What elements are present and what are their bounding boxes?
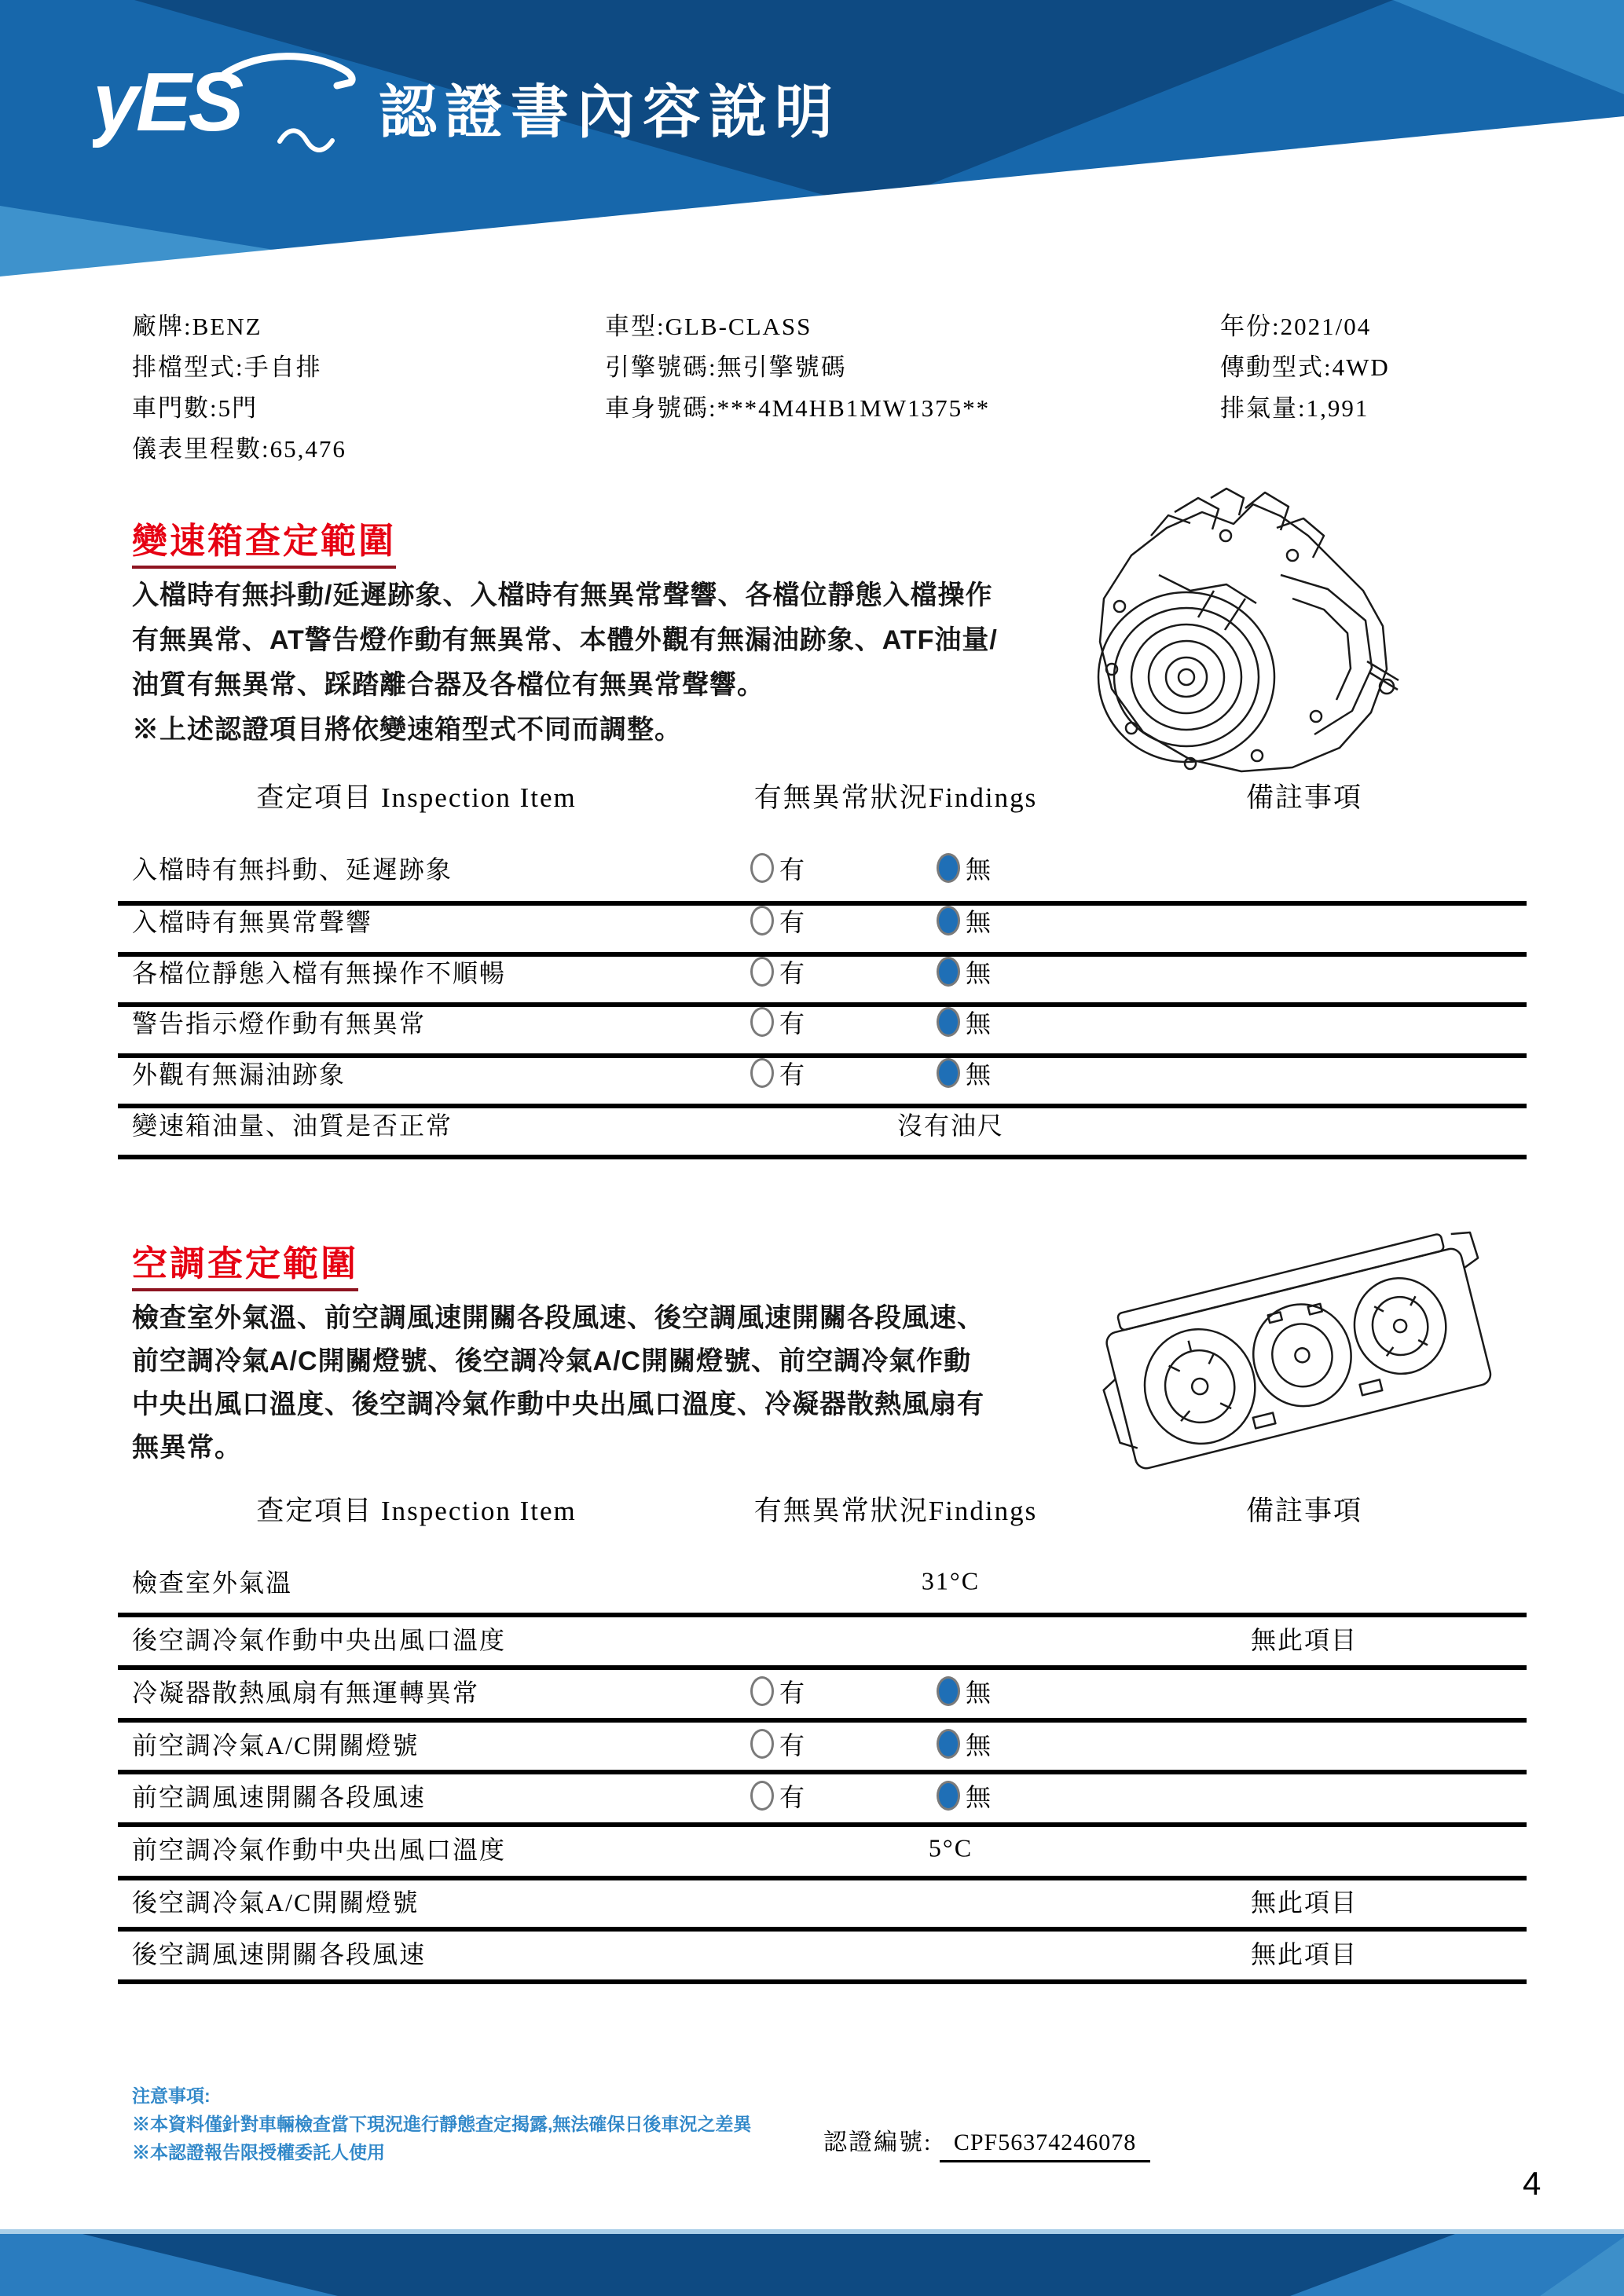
column-header-findings: 有無異常狀況Findings bbox=[753, 782, 1038, 813]
table-row bbox=[0, 846, 1624, 890]
radio-label: 有 bbox=[779, 908, 805, 936]
transmission-description bbox=[132, 573, 998, 753]
radio-none[interactable] bbox=[937, 903, 991, 939]
radio-none[interactable] bbox=[937, 1055, 991, 1091]
info-door-count: 車門數:5門 bbox=[132, 394, 258, 422]
table-row bbox=[0, 1051, 1624, 1095]
info-drivetrain: 傳動型式:4WD bbox=[1220, 353, 1390, 381]
radio-unchecked-icon[interactable] bbox=[750, 1676, 774, 1706]
inspection-item-label: 警告指示燈作動有無異常 bbox=[132, 1009, 427, 1038]
radio-has[interactable] bbox=[750, 1004, 805, 1040]
table-row bbox=[0, 1722, 1624, 1766]
inspection-item-label: 前空調風速開關各段風速 bbox=[132, 1783, 427, 1811]
description-line: 前空調冷氣A/C開關燈號、後空調冷氣A/C開關燈號、前空調冷氣作動 bbox=[132, 1346, 972, 1376]
description-line: 油質有無異常、踩踏離合器及各檔位有無異常聲響。 bbox=[132, 670, 764, 700]
radio-has[interactable] bbox=[750, 1673, 805, 1709]
radio-has[interactable] bbox=[750, 1778, 805, 1814]
radio-checked-icon[interactable] bbox=[937, 1729, 960, 1759]
finding-value: 5°C bbox=[928, 1833, 973, 1862]
radio-label: 有 bbox=[779, 959, 805, 987]
radio-none[interactable] bbox=[937, 954, 991, 990]
notice-title: 注意事項: bbox=[132, 2085, 211, 2106]
page-title: 認證書內容說明 bbox=[379, 79, 841, 145]
aircon-description bbox=[132, 1296, 984, 1469]
certification-number-value: CPF56374246078 bbox=[940, 2129, 1150, 2162]
section-title-aircon: 空調查定範圍 bbox=[132, 1235, 358, 1291]
description-line: 中央出風口溫度、後空調冷氣作動中央出風口溫度、冷凝器散熱風扇有 bbox=[132, 1390, 984, 1419]
table-row bbox=[0, 1826, 1624, 1870]
page-number: 4 bbox=[1523, 2165, 1542, 2202]
notice-line: ※本資料僅針對車輛檢查當下現況進行靜態查定揭露,無法確保日後車況之差異 bbox=[132, 2114, 752, 2134]
radio-has[interactable] bbox=[750, 903, 805, 939]
ac-control-illustration bbox=[1092, 1216, 1509, 1499]
inspection-item-label: 冷凝器散熱風扇有無運轉異常 bbox=[132, 1679, 480, 1707]
description-line: 有無異常、AT警告燈作動有無異常、本體外觀有無漏油跡象、ATF油量/ bbox=[132, 625, 998, 655]
radio-has[interactable] bbox=[750, 1055, 805, 1091]
notice-line: ※本認證報告限授權委託人使用 bbox=[132, 2142, 385, 2162]
radio-checked-icon[interactable] bbox=[937, 1676, 960, 1706]
vehicle-info-col3 bbox=[1220, 306, 1390, 429]
radio-has[interactable] bbox=[750, 1726, 805, 1762]
radio-label: 無 bbox=[966, 1679, 992, 1707]
notice-block bbox=[132, 2082, 751, 2166]
row-divider bbox=[118, 1979, 1527, 1984]
row-divider bbox=[118, 1155, 1527, 1159]
radio-label: 無 bbox=[966, 1731, 992, 1760]
radio-unchecked-icon[interactable] bbox=[750, 1058, 774, 1088]
table-row bbox=[0, 1669, 1624, 1713]
radio-unchecked-icon[interactable] bbox=[750, 1729, 774, 1759]
inspection-item-label: 前空調冷氣A/C開關燈號 bbox=[132, 1731, 420, 1760]
radio-label: 有 bbox=[779, 1679, 805, 1707]
radio-has[interactable] bbox=[750, 850, 805, 886]
car-wave-icon bbox=[280, 130, 332, 150]
info-displacement: 排氣量:1,991 bbox=[1220, 394, 1369, 422]
radio-label: 無 bbox=[966, 908, 992, 936]
footer-banner bbox=[0, 2229, 1624, 2296]
yes-logo-text: yES bbox=[93, 56, 241, 148]
inspection-item-label: 後空調冷氣A/C開關燈號 bbox=[132, 1888, 420, 1917]
radio-checked-icon[interactable] bbox=[937, 1007, 960, 1037]
radio-label: 無 bbox=[966, 855, 992, 884]
table-row bbox=[0, 899, 1624, 943]
inspection-item-label: 檢查室外氣溫 bbox=[132, 1569, 293, 1597]
info-engine-number: 引擎號碼:無引擎號碼 bbox=[605, 353, 847, 381]
table-row bbox=[0, 1559, 1624, 1603]
inspection-item-label: 入檔時有無異常聲響 bbox=[132, 908, 373, 936]
radio-label: 有 bbox=[779, 1060, 805, 1089]
radio-unchecked-icon[interactable] bbox=[750, 1007, 774, 1037]
certification-number-label: 認證編號: bbox=[823, 2129, 933, 2155]
radio-none[interactable] bbox=[937, 850, 991, 886]
inspection-item-label: 後空調冷氣作動中央出風口溫度 bbox=[132, 1626, 507, 1654]
column-header-remarks: 備註事項 bbox=[1245, 1496, 1362, 1526]
radio-label: 無 bbox=[966, 1060, 992, 1089]
description-line: 入檔時有無抖動/延遲跡象、入檔時有無異常聲響、各檔位靜態入檔操作 bbox=[132, 580, 993, 610]
column-header-remarks: 備註事項 bbox=[1245, 782, 1362, 813]
description-line: 檢查室外氣溫、前空調風速開關各段風速、後空調風速開關各段風速、 bbox=[132, 1303, 984, 1333]
inspection-item-label: 外觀有無漏油跡象 bbox=[132, 1060, 346, 1089]
radio-checked-icon[interactable] bbox=[937, 853, 960, 883]
column-header-item: 查定項目 Inspection Item bbox=[256, 782, 577, 813]
info-vin: 車身號碼:***4M4HB1MW1375** bbox=[605, 394, 991, 422]
info-mileage: 儀表里程數:65,476 bbox=[132, 435, 346, 463]
info-year: 年份:2021/04 bbox=[1220, 313, 1372, 340]
radio-none[interactable] bbox=[937, 1778, 991, 1814]
inspection-item-label: 各檔位靜態入檔有無操作不順暢 bbox=[132, 959, 507, 987]
radio-unchecked-icon[interactable] bbox=[750, 957, 774, 987]
table-row bbox=[0, 950, 1624, 994]
radio-label: 有 bbox=[779, 1731, 805, 1760]
radio-label: 有 bbox=[779, 1783, 805, 1811]
info-gearbox-type: 排檔型式:手自排 bbox=[132, 353, 322, 381]
table-row bbox=[0, 1931, 1624, 1975]
radio-label: 無 bbox=[966, 959, 992, 987]
remark-value: 無此項目 bbox=[1250, 1888, 1358, 1917]
table-row bbox=[0, 1102, 1624, 1146]
transmission-illustration bbox=[1057, 481, 1410, 787]
table-row bbox=[0, 1000, 1624, 1044]
radio-unchecked-icon[interactable] bbox=[750, 853, 774, 883]
inspection-item-label: 後空調風速開關各段風速 bbox=[132, 1940, 427, 1968]
table-row bbox=[0, 1617, 1624, 1661]
radio-label: 無 bbox=[966, 1783, 992, 1811]
vehicle-info-col1 bbox=[132, 306, 346, 470]
finding-value: 31°C bbox=[921, 1566, 981, 1595]
yes-logo bbox=[93, 49, 383, 170]
column-header-item: 查定項目 Inspection Item bbox=[256, 1496, 577, 1526]
radio-checked-icon[interactable] bbox=[937, 1058, 960, 1088]
remark-value: 無此項目 bbox=[1250, 1626, 1358, 1654]
vehicle-info-col2 bbox=[605, 306, 990, 429]
radio-label: 有 bbox=[779, 1009, 805, 1038]
table-row bbox=[0, 1774, 1624, 1818]
finding-value: 沒有油尺 bbox=[896, 1111, 1004, 1140]
inspection-item-label: 前空調冷氣作動中央出風口溫度 bbox=[132, 1836, 507, 1864]
car-roof-swoosh-icon bbox=[225, 57, 352, 86]
radio-label: 有 bbox=[779, 855, 805, 884]
radio-checked-icon[interactable] bbox=[937, 957, 960, 987]
radio-unchecked-icon[interactable] bbox=[750, 906, 774, 936]
remark-value: 無此項目 bbox=[1250, 1940, 1358, 1968]
description-note-line: ※上述認證項目將依變速箱型式不同而調整。 bbox=[132, 715, 682, 745]
column-header-findings: 有無異常狀況Findings bbox=[753, 1496, 1038, 1526]
description-line: 無異常。 bbox=[132, 1433, 242, 1463]
section-title-transmission: 變速箱查定範圍 bbox=[132, 512, 396, 569]
radio-none[interactable] bbox=[937, 1726, 991, 1762]
radio-checked-icon[interactable] bbox=[937, 1781, 960, 1811]
info-brand: 廠牌:BENZ bbox=[132, 313, 262, 340]
radio-has[interactable] bbox=[750, 954, 805, 990]
certification-number-line bbox=[823, 2122, 1150, 2157]
table-row bbox=[0, 1879, 1624, 1923]
radio-none[interactable] bbox=[937, 1673, 991, 1709]
radio-label: 無 bbox=[966, 1009, 992, 1038]
radio-unchecked-icon[interactable] bbox=[750, 1781, 774, 1811]
inspection-item-label: 變速箱油量、油質是否正常 bbox=[132, 1111, 453, 1140]
radio-checked-icon[interactable] bbox=[937, 906, 960, 936]
info-model: 車型:GLB-CLASS bbox=[605, 313, 812, 340]
inspection-item-label: 入檔時有無抖動、延遲跡象 bbox=[132, 855, 453, 884]
radio-none[interactable] bbox=[937, 1004, 991, 1040]
